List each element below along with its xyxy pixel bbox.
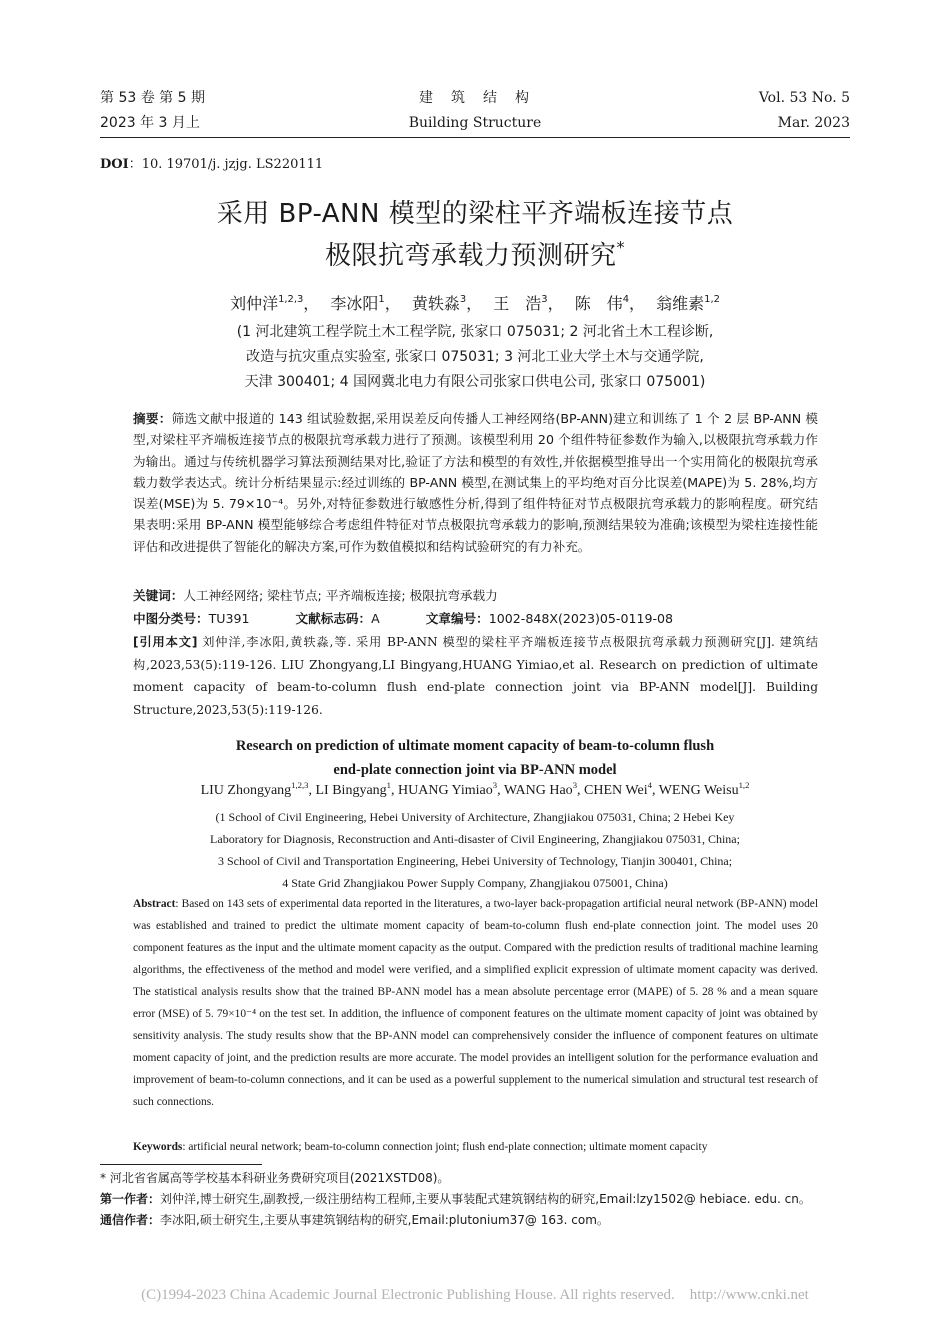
author-en: CHEN Wei$^4$, (584, 779, 659, 798)
header-rule (100, 137, 850, 138)
keywords-en-label: Keywords (133, 1141, 183, 1153)
corresponding-author-note (100, 1210, 860, 1231)
footnotes (100, 1168, 860, 1231)
affiliation-en-line: (1 School of Civil Engineering, Hebei University of Architecture, Zhangjiakou 075031, China; 2 Hebei Key (215, 810, 735, 824)
first-author-label: 第一作者： (100, 1192, 161, 1206)
clc-label: 中图分类号： (133, 611, 209, 626)
authors-cn (100, 291, 850, 314)
affiliation-en-line: Laboratory for Diagnosis, Reconstruction and Anti-disaster of Civil Engineering, Zhangjiakou 075031, China; (210, 832, 740, 846)
affiliation-line: 改造与抗灾重点实验室, 张家口 075031; 3 河北工业大学土木与交通学院, (246, 349, 704, 365)
author-cn: 李冰阳$^1$， (330, 294, 401, 313)
keywords-cn (133, 585, 818, 606)
journal-issue: 第 53 卷 第 5 期 (100, 90, 205, 106)
affiliation-en-line: 3 School of Civil and Transportation Engineering, Hebei University of Technology, Tianjin 300401, China; (217, 854, 733, 868)
article-number-label: 文章编号： (425, 611, 489, 626)
cnki-watermark: (C)1994-2023 China Academic Journal Electronic Publishing House. All rights reserved. http://www.cnki.net (141, 1287, 809, 1303)
doc-code-value: A (371, 611, 380, 626)
author-en: WENG Weisu$^{1,2}$ (658, 779, 750, 798)
journal-month: Mar. 2023 (777, 115, 850, 131)
keywords-cn-text: 人工神经网络; 梁柱节点; 平齐端板连接; 极限抗弯承载力 (183, 588, 498, 603)
corresponding-author-text: 李冰阳,硕士研究生,主要从事建筑钢结构的研究,Email:plutonium37@ 163. com。 (160, 1213, 609, 1227)
abstract-en (133, 893, 818, 1113)
author-cn: 陈 伟$^4$， (574, 294, 646, 313)
journal-name-en: Building Structure (408, 115, 542, 131)
citation-label: [引用本文] (133, 635, 198, 649)
abstract-cn (133, 408, 818, 557)
fund-mark: * (616, 237, 626, 257)
citation-text: 刘仲洋,李冰阳,黄轶淼,等. 采用 BP-ANN 模型的梁柱平齐端板连接节点极限抗弯承载力预测研究[J]. 建筑结构,2023,53(5):119-126. LIU Zhongyang,LI Bingyang,HUANG Yimiao,et al. Research on prediction of ultimate moment capacity of beam-to-column flush end-plate connection joint via BP-ANN model[J]. Building Structure,2023,53(5):119-126. (133, 635, 819, 717)
citation (133, 631, 818, 721)
author-cn: 黄轶淼$^3$， (411, 294, 483, 313)
keywords-en (133, 1136, 818, 1158)
journal-date: 2023 年 3 月上 (100, 115, 200, 131)
author-en: WANG Hao$^3$, (503, 779, 585, 798)
footnote-rule (100, 1164, 262, 1165)
fund-note: * 河北省省属高等学校基本科研业务费研究项目(2021XSTD08)。 (100, 1171, 450, 1185)
authors-en (100, 779, 850, 799)
journal-name-cn: 建 筑 结 构 (419, 90, 531, 106)
classification-line (133, 608, 818, 629)
affiliation-line: (1 河北建筑工程学院土木工程学院, 张家口 075031; 2 河北省土木工程诊断, (236, 324, 714, 340)
doi[interactable] (100, 153, 323, 172)
doc-code-label: 文献标志码： (295, 611, 372, 626)
affiliations-en (100, 806, 850, 894)
doi-value: ：10. 19701/j. jzjg. LS220111 (128, 157, 324, 172)
author-cn: 刘仲洋$^{1,2,3}$， (230, 294, 320, 313)
title-cn-line1: 采用 BP-ANN 模型的梁柱平齐端板连接节点 (216, 199, 734, 229)
abstract-en-label: Abstract (133, 898, 176, 910)
title-cn-line2 (100, 235, 850, 272)
affiliation-en-line: 4 State Grid Zhangjiakou Power Supply Company, Zhangjiakou 075001, China) (282, 876, 668, 890)
author-cn: 王 浩$^3$， (493, 294, 564, 313)
affiliation-line: 天津 300401; 4 国网冀北电力有限公司张家口供电公司, 张家口 075001) (244, 374, 706, 390)
keywords-cn-label: 关键词： (133, 588, 184, 603)
affiliations-cn (100, 320, 850, 395)
journal-volume: Vol. 53 No. 5 (758, 90, 850, 106)
abstract-cn-text: 筛选文献中报道的 143 组试验数据,采用误差反向传播人工神经网络(BP-ANN)建立和训练了 1 个 2 层 BP-ANN 模型,对梁柱平齐端板连接节点的极限抗弯承载力进行了预测。该模型利用 20 个组件特征参数作为输入,以极限抗弯承载力作为输出。通过与传统机器学习算法预测结果对比,验证了方法和模型的有效性,并依据模型推导出一个实用简化的极限抗弯承载力数学表达式。统计分析结果显示:经过训练的 BP-ANN 模型,在测试集上的平均绝对百分比误差(MAPE)为 5. 28%,均方误差(MSE)为 5. 79×10⁻⁴。另外,对特征参数进行敏感性分析,得到了组件特征对节点极限抗弯承载力的影响程度。研究结果表明:采用 BP-ANN 模型能够综合考虑组件特征对节点极限抗弯承载力的影响,预测结果较为准确;该模型为梁柱连接性能评估和改进提供了智能化的解决方案,可作为数值模拟和结构试验研究的有力补充。 (133, 411, 819, 554)
keywords-en-text: : artificial neural network; beam-to-column connection joint; flush end-plate connection; ultimate moment capacity (182, 1141, 708, 1153)
abstract-en-text: : Based on 143 sets of experimental data reported in the literatures, a two-layer back-propagation artificial neural network (BP-ANN) model was established and trained to predict the ultimate moment capacity of beam-to-column flush end-plate connection joint. The model uses 20 component features as the input and the ultimate moment capacity as the output. Compared with the prediction results of traditional machine learning algorithms, the effectiveness of the method and model were verified, and a simplified explicit expression of ultimate moment capacity was derived. The statistical analysis results show that the trained BP-ANN model has a mean absolute percentage error (MAPE) of 5. 28 % and a mean square error (MSE) of 5. 79×10⁻⁴ on the test set. In addition, the influence of component features on the ultimate moment capacity of joint was obtained by sensitivity analysis. The study results show that the BP-ANN model can comprehensively consider the influence of component features on ultimate moment capacity of joint, and the prediction results are more accurate. The model provides an intelligent solution for the performance evaluation and improvement of beam-to-column connections, and it can be used as a powerful supplement to the numerical simulation and structural test research of such connections. (133, 898, 818, 1108)
title-en-line2: end-plate connection joint via BP-ANN model (333, 762, 617, 778)
clc-value: TU391 (208, 611, 250, 626)
doi-label: DOI (100, 157, 129, 172)
author-en: HUANG Yimiao$^3$, (398, 779, 504, 798)
title-en-line1: Research on prediction of ultimate moment capacity of beam-to-column flush (235, 738, 715, 754)
corresponding-author-label: 通信作者： (100, 1213, 161, 1227)
article-number-value: 1002-848X(2023)05-0119-08 (488, 611, 674, 626)
first-author-text: 刘仲洋,博士研究生,副教授,一级注册结构工程师,主要从事装配式建筑钢结构的研究,Email:lzy1502@ hebiace. edu. cn。 (160, 1192, 811, 1206)
first-author-note (100, 1189, 860, 1210)
abstract-cn-label: 摘要： (133, 411, 172, 426)
author-en: LI Bingyang$^1$, (315, 779, 398, 798)
author-en: LIU Zhongyang$^{1,2,3}$, (200, 779, 316, 798)
title-cn-line2-text: 极限抗弯承载力预测研究 (324, 241, 617, 271)
title-en (100, 734, 850, 782)
author-cn: 翁维素$^{1,2}$ (656, 294, 720, 313)
